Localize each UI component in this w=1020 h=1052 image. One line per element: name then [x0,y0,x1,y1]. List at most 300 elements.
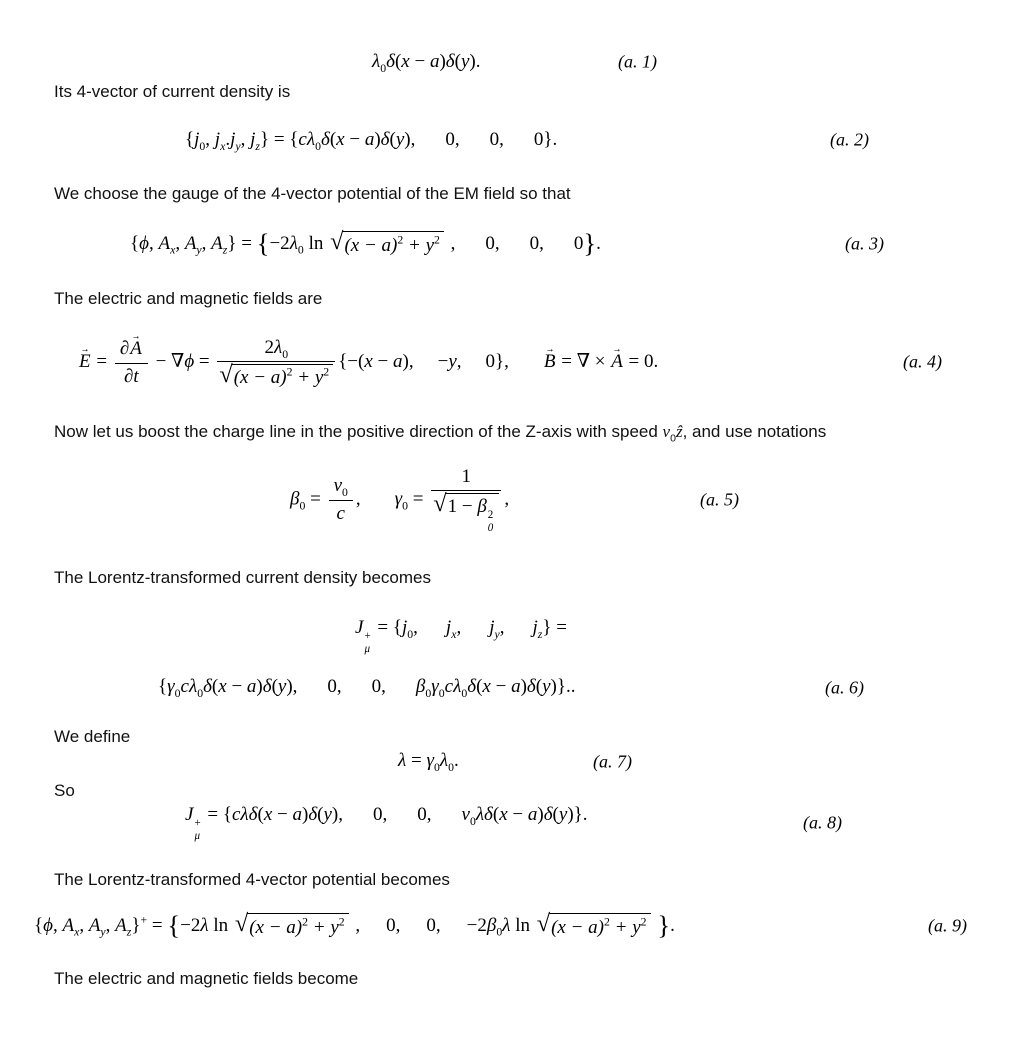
math-superscript: 2 [604,915,610,929]
math-token: A [158,232,171,254]
equation-tag: (a. 9) [928,915,967,936]
math-token: = { [372,617,402,639]
equation-body [372,50,480,75]
math-token: 0}, [485,350,509,372]
math-token: } = [227,232,257,254]
math-token: cλδ [232,804,258,826]
math-token: , [456,350,462,372]
math-token: 0, [489,128,504,150]
math-token: ∂t [123,365,139,387]
math-token: , [148,232,159,254]
math-subscript: 0 [448,761,454,775]
math-token: z [126,925,132,939]
math-token: , [413,617,418,639]
math-token: λδ [475,804,493,826]
paragraph-so: So [54,781,75,800]
math-token [194,817,200,842]
math-token: 0, [417,804,432,826]
math-token: 0, [386,914,401,936]
equation-body [130,227,601,259]
equation-a4 [0,336,1020,390]
math-token: 0 [573,232,584,254]
math-token: + y [308,916,339,938]
math-token [342,231,443,259]
math-token: (x − a) [344,234,398,256]
math-token: y [542,676,551,698]
math-token [549,913,650,941]
math-token: 0, [445,128,460,150]
math-token: − [409,51,430,72]
math-token: . [453,750,459,772]
math-token: − [226,676,247,698]
math-token: = [91,350,112,372]
math-token: a [511,676,521,698]
math-subscript: 0 [433,761,440,775]
equation-tag: (a. 6) [825,677,864,698]
math-token: cλ [180,676,198,698]
math-token: x [401,51,410,72]
math-token: λ [289,232,298,254]
math-token: + y [609,916,641,938]
math-superscript: 2 [338,915,345,929]
equation-a8 [0,803,1020,842]
equation-body [34,909,675,941]
math-token: A → [130,338,142,360]
radical-sign: √ [234,909,249,937]
math-token [431,465,501,492]
math-token: ln [208,914,233,936]
math-token: { [256,227,270,258]
equation-tag: (a. 7) [593,750,632,771]
math-token: γ [167,676,175,698]
math-token: j [250,128,256,150]
math-subscript: 0 [315,139,321,153]
math-token: γ [426,750,434,772]
math-token: β [486,914,497,936]
math-token: γ [394,488,403,510]
math-token: x [451,627,457,641]
math-token: ) [301,804,309,826]
math-token: , and use notations [682,422,827,442]
math-token: y [196,243,202,257]
equation-body [78,336,658,390]
math-token: γ [431,676,439,698]
radical-sign: √ [219,361,233,389]
math-token: ϕ [184,350,195,372]
math-token: ϕ [43,914,53,936]
math-token: , [175,232,185,254]
equation-a3 [0,227,1020,259]
math-token: , [240,128,251,150]
math-token [329,474,353,501]
math-subscript: 0 [402,498,409,512]
math-token: j [214,128,221,150]
math-token [536,909,651,941]
math-token: ∂ [119,338,130,360]
math-token: λ [439,750,449,772]
math-token: δ [320,128,330,150]
equation-a9 [0,909,1020,941]
math-token [247,913,348,941]
math-token: (x − a) [551,916,605,938]
math-token: x [170,243,176,257]
math-token: ln [303,232,329,254]
equation-a7 [0,749,1020,774]
math-token: y [277,676,287,698]
math-token: a [246,676,257,698]
math-superscript: + [140,913,148,927]
math-token: ( [476,676,483,698]
math-token: δ [262,676,272,698]
math-token: y [460,51,470,72]
math-subscript: 0 [461,687,468,701]
math-token: a [429,51,440,72]
math-token [488,509,494,534]
math-token: 1 [461,465,472,487]
math-token: ). [469,51,481,72]
math-token: μ [364,642,370,655]
math-token: ) [537,804,544,826]
math-token [115,364,148,388]
math-token: {−( [338,350,365,372]
math-token: = { [202,804,232,826]
math-token: ), [402,350,414,372]
math-token: = [194,350,215,372]
math-token: z [255,139,260,153]
math-token: { [167,909,181,940]
math-token: λ [273,336,283,358]
radical-sign: √ [330,227,344,255]
math-token: 0}. [533,128,558,150]
math-subscript: 0 [469,815,476,829]
math-token: v [333,475,343,497]
math-token: ( [492,804,500,826]
math-token: (x − a) [233,367,287,389]
radical-sign: √ [433,490,447,518]
math-token: x [499,804,508,826]
math-subscript: 0 [297,243,304,257]
equation-a6-line2 [0,675,1020,700]
math-subscript: 0 [197,687,204,701]
math-subscript: 0 [496,925,503,939]
math-token: δ [467,676,477,698]
math-token: } [657,909,671,940]
math-token: y [448,350,457,372]
paragraph-gauge-choice: We choose the gauge of the 4-vector potential of the EM field so that [54,183,571,203]
math-token: δ [526,676,536,698]
math-token: { [34,914,44,936]
math-token: β [477,496,487,518]
math-token: − [490,676,512,698]
math-token: J [185,804,194,826]
math-token: 0 [487,522,494,535]
math-subscript: 0 [425,687,432,701]
math-superscript: 2 [286,366,293,380]
math-token: } = { [259,128,299,150]
math-token: 0, [426,914,441,936]
paragraph-boost-note [54,421,990,445]
math-token: j [402,617,408,639]
math-token [431,465,501,535]
math-token: + y [292,367,324,389]
math-token: y [558,804,568,826]
math-token: = ∇ × [556,350,611,372]
math-token: , [499,617,505,639]
math-token: ( [389,128,396,150]
math-subscript: 0 [282,347,289,361]
math-token: Now let us boost the charge line in the positive direction of the Z-axis with speed [54,422,663,442]
math-token: (x − a) [249,916,303,938]
math-token [234,909,349,941]
math-token [433,490,499,535]
math-token: , [355,488,361,510]
math-token: . [596,232,601,254]
math-token: 2 [264,336,274,358]
equation-body [185,128,557,153]
math-token: δ [543,804,553,826]
radical-sign: √ [536,909,551,937]
math-subscript: 0 [342,486,348,500]
math-subscript: 0 [407,627,414,641]
math-token [330,227,444,259]
math-token [217,336,335,390]
math-token: δ [445,51,455,72]
math-token: λ [502,914,511,936]
math-token: y [395,128,405,150]
math-token: A [184,232,197,254]
equation-a5 [0,465,1020,535]
math-token: a [527,804,538,826]
math-token: , [52,914,63,936]
equation-tag: (a. 4) [903,351,942,372]
math-token: 0, [371,676,386,698]
math-token: −2 [466,914,487,936]
math-token: = [408,488,429,510]
math-token: x [218,676,227,698]
math-token: −2 [180,914,201,936]
math-token: 0, [373,804,388,826]
equation-tag: (a. 5) [700,488,739,509]
math-token: ( [394,51,402,72]
math-token [115,337,148,388]
math-token [446,493,500,534]
math-token [431,491,501,534]
math-token: j [230,128,236,150]
math-token: + [364,630,371,643]
math-token: z [537,627,543,641]
math-token: λ [372,51,381,72]
paragraph-lorentz-current: The Lorentz-transformed current density becomes [54,567,432,587]
math-token: 0, [485,232,500,254]
math-token: − [344,128,365,150]
equation-a1 [0,50,1020,75]
math-token: , [201,232,212,254]
equation-tag: (a. 3) [845,233,884,254]
math-token: = [305,488,326,510]
math-token: x [74,925,80,939]
math-token: cλ [444,676,462,698]
math-token: + [194,817,201,830]
math-token: , [504,488,510,510]
math-token: , [445,232,456,254]
math-token: − [507,804,528,826]
math-token: c [336,503,345,525]
math-token: { [130,232,140,254]
math-subscript: 0 [380,61,387,75]
math-token: ) [256,676,263,698]
math-token: )}.. [550,676,576,698]
equation-body [290,465,509,535]
equation-a2 [0,128,1020,153]
math-token: ( [317,804,324,826]
math-subscript: 0 [670,432,676,445]
math-token: j [445,617,452,639]
math-token: )}. [567,804,588,826]
math-token [232,364,333,389]
math-token: z [222,243,228,257]
math-token: ), [331,804,343,826]
equation-body [158,675,575,700]
math-subscript: 0 [438,687,445,701]
math-token: E → [79,350,91,375]
math-token: { [185,128,195,150]
math-token: A [211,232,223,254]
math-token [115,337,148,364]
math-token: δ [203,676,212,698]
math-token: δ [386,51,395,72]
math-token: ϕ [139,232,149,254]
equation-body [398,749,459,774]
math-token: A [62,914,75,936]
math-token: ) [520,676,527,698]
equation-body [185,803,588,842]
math-token: , [205,128,215,150]
equation-a6-line1 [0,616,1020,655]
math-token: B → [544,350,556,375]
math-token [217,362,335,389]
math-token: } [131,914,141,936]
math-token: − ∇ [150,350,185,372]
math-token: = [147,914,168,936]
math-token: . [225,128,231,150]
math-token: δ [308,804,318,826]
math-token: λ [398,750,407,772]
math-token: A [115,914,127,936]
math-token: y [323,804,332,826]
math-token: j [489,617,495,639]
math-superscript: 2 [302,915,308,929]
math-token: , [79,914,89,936]
math-token: x [364,350,373,372]
math-token: ) [439,51,446,72]
math-token: { [158,676,168,698]
math-token: 2 [487,509,494,522]
equation-tag: (a. 1) [618,51,657,72]
math-token: ), [404,128,416,150]
math-superscript: 2 [434,233,440,247]
math-token: β [415,676,426,698]
math-token: = [406,750,427,772]
math-token: μ [194,829,200,842]
equation-body [355,616,567,655]
math-token: v [662,422,671,442]
math-superscript: 2 [397,233,404,247]
math-token: 0, [327,676,342,698]
math-token: , [350,914,361,936]
math-subscript: 0 [199,139,206,153]
math-token [217,336,335,363]
math-token: j [194,128,200,150]
equation-tag: (a. 2) [830,129,869,150]
math-token: , [456,617,462,639]
paragraph-we-define: We define [54,727,131,747]
math-token: − [372,350,394,372]
math-token: a [292,804,302,826]
math-token: ), [286,676,298,698]
math-token: −2 [269,232,290,254]
math-subscript: 0 [174,687,181,701]
math-token: A → [611,350,623,375]
math-token: β [290,488,300,510]
math-token: y [100,925,106,939]
math-superscript: 2 [323,366,330,380]
math-token: ( [535,676,543,698]
paragraph-current-density-intro: Its 4-vector of current density is [54,81,291,101]
math-token: a [364,128,375,150]
math-token: ( [329,128,337,150]
math-token: = 0. [623,350,659,372]
math-token: v [461,804,470,826]
math-token: . [670,914,675,936]
math-token: j [532,617,538,639]
math-token: 1 − [447,496,478,518]
equation-tag: (a. 8) [803,812,842,833]
math-token: x [220,139,226,153]
math-token: a [393,350,403,372]
math-token: ( [271,676,278,698]
paragraph-fields-become: The electric and magnetic fields become [54,969,359,989]
math-token: x [482,676,491,698]
math-token [219,361,333,389]
math-token: − [437,350,449,372]
math-token: + y [403,234,435,256]
paragraph-lorentz-potential: The Lorentz-transformed 4-vector potential becomes [54,869,450,889]
math-token: − [272,804,293,826]
math-token: cλ [298,128,316,150]
math-token: ) [374,128,381,150]
math-token: ln [510,914,535,936]
math-token: ( [454,51,461,72]
math-token: 0, [529,232,544,254]
math-subscript: 0 [299,498,306,512]
math-token: } = [542,617,567,639]
math-token [329,474,353,525]
math-token: ( [211,676,219,698]
math-token: J [355,617,364,639]
math-token: x [336,128,345,150]
math-token: ( [552,804,559,826]
math-token: x [263,804,273,826]
math-token: ( [257,804,264,826]
math-token: , [105,914,116,936]
math-token: ẑ [675,422,683,442]
math-token: } [583,227,597,258]
math-token: A [88,914,101,936]
math-token: y [494,627,500,641]
math-token: λ [200,914,209,936]
math-token [329,501,353,525]
math-token [364,630,370,655]
